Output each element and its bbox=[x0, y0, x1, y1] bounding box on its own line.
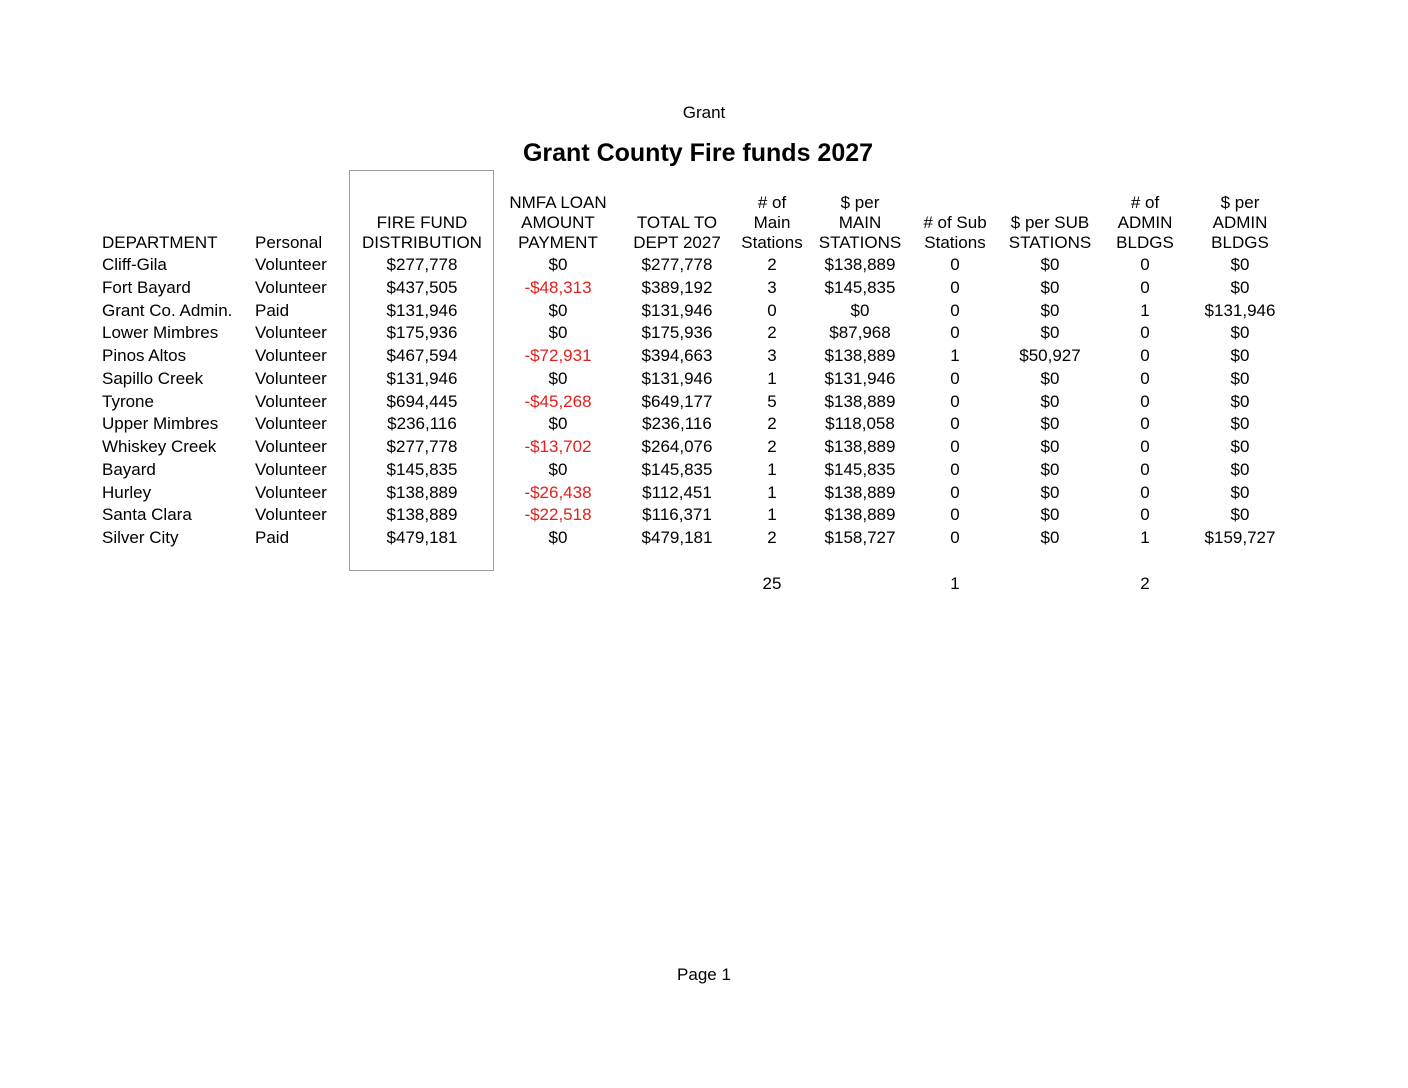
cell-fire-fund-distribution: $175,936 bbox=[386, 323, 458, 343]
column-header-line bbox=[255, 213, 345, 233]
column-header-line bbox=[102, 193, 252, 213]
table-row bbox=[0, 482, 1408, 505]
cell-per-admin-bldg: $0 bbox=[1230, 505, 1250, 525]
cell-nmfa-loan-payment: $0 bbox=[548, 323, 568, 343]
total-sub-stations: 1 bbox=[950, 574, 960, 593]
cell-sub-stations-count: 0 bbox=[950, 528, 960, 547]
cell-department: Bayard bbox=[102, 459, 156, 479]
cell-personal: Volunteer bbox=[255, 277, 327, 297]
column-header-line: DEPT 2027 bbox=[633, 233, 721, 252]
cell-nmfa-loan-payment: -$45,268 bbox=[524, 391, 592, 411]
table-row bbox=[0, 300, 1408, 323]
column-header-line: NMFA LOAN bbox=[509, 193, 607, 212]
cell-sub-stations-count: 0 bbox=[950, 437, 960, 456]
cell-per-main-station: $145,835 bbox=[824, 459, 896, 479]
cell-admin-bldgs-count: 0 bbox=[1140, 368, 1150, 388]
cell-per-sub-station: $50,927 bbox=[1019, 346, 1081, 365]
cell-department: Lower Mimbres bbox=[102, 323, 219, 343]
cell-admin-bldgs-count: 0 bbox=[1140, 482, 1150, 502]
cell-main-stations-count: 1 bbox=[767, 459, 777, 479]
column-header-line: Main bbox=[753, 213, 791, 232]
column-header-line bbox=[102, 213, 252, 233]
cell-department: Hurley bbox=[102, 482, 152, 502]
table-row bbox=[0, 277, 1408, 300]
cell-sub-stations-count: 0 bbox=[950, 300, 960, 320]
cell-fire-fund-distribution: $437,505 bbox=[386, 277, 458, 297]
cell-per-admin-bldg: $0 bbox=[1230, 414, 1250, 434]
table-row bbox=[0, 368, 1408, 391]
cell-per-admin-bldg: $0 bbox=[1230, 346, 1250, 365]
cell-admin-bldgs-count: 0 bbox=[1140, 255, 1150, 274]
column-header-line: BLDGS bbox=[1116, 233, 1174, 252]
cell-per-sub-station: $0 bbox=[1040, 323, 1060, 343]
column-header-fire-fund-distribution bbox=[352, 193, 492, 253]
cell-admin-bldgs-count: 0 bbox=[1140, 459, 1150, 479]
cell-personal: Volunteer bbox=[255, 255, 327, 274]
column-header-line: # of bbox=[757, 193, 787, 212]
cell-per-main-station: $138,889 bbox=[824, 346, 896, 365]
cell-personal: Volunteer bbox=[255, 482, 327, 502]
cell-per-sub-station: $0 bbox=[1040, 368, 1060, 388]
cell-personal: Volunteer bbox=[255, 414, 327, 434]
column-header-line: ADMIN bbox=[1212, 213, 1268, 232]
cell-total-to-dept: $145,835 bbox=[641, 459, 713, 479]
cell-sub-stations-count: 0 bbox=[950, 482, 960, 502]
cell-per-main-station: $87,968 bbox=[829, 323, 891, 343]
cell-nmfa-loan-payment: -$22,518 bbox=[524, 505, 592, 525]
cell-admin-bldgs-count: 1 bbox=[1140, 300, 1150, 320]
cell-per-sub-station: $0 bbox=[1040, 414, 1060, 434]
table-row bbox=[0, 527, 1408, 550]
cell-total-to-dept: $131,946 bbox=[641, 300, 713, 320]
cell-per-main-station: $138,889 bbox=[824, 482, 896, 502]
sheet-header-label: Grant bbox=[682, 103, 726, 122]
cell-per-sub-station: $0 bbox=[1040, 391, 1060, 411]
cell-personal: Volunteer bbox=[255, 323, 327, 343]
table-row bbox=[0, 459, 1408, 482]
cell-admin-bldgs-count: 0 bbox=[1140, 414, 1150, 434]
cell-sub-stations-count: 1 bbox=[950, 346, 960, 365]
column-header-line: DEPARTMENT bbox=[102, 233, 218, 252]
cell-per-sub-station: $0 bbox=[1040, 459, 1060, 479]
cell-total-to-dept: $264,076 bbox=[641, 437, 713, 456]
cell-fire-fund-distribution: $277,778 bbox=[386, 255, 458, 274]
column-header-line bbox=[1000, 193, 1100, 213]
table-row bbox=[0, 391, 1408, 414]
cell-fire-fund-distribution: $131,946 bbox=[386, 368, 458, 388]
cell-fire-fund-distribution: $138,889 bbox=[386, 505, 458, 525]
cell-personal: Volunteer bbox=[255, 459, 327, 479]
cell-admin-bldgs-count: 0 bbox=[1140, 323, 1150, 343]
cell-per-sub-station: $0 bbox=[1040, 505, 1060, 525]
cell-fire-fund-distribution: $694,445 bbox=[386, 391, 458, 411]
cell-admin-bldgs-count: 0 bbox=[1140, 505, 1150, 525]
cell-per-main-station: $138,889 bbox=[824, 255, 896, 274]
column-header-personal bbox=[255, 193, 345, 253]
cell-per-admin-bldg: $0 bbox=[1230, 368, 1250, 388]
cell-per-admin-bldg: $0 bbox=[1230, 391, 1250, 411]
cell-nmfa-loan-payment: $0 bbox=[548, 414, 568, 434]
table-row bbox=[0, 436, 1408, 459]
column-header-line: AMOUNT bbox=[521, 213, 595, 232]
cell-sub-stations-count: 0 bbox=[950, 391, 960, 411]
cell-admin-bldgs-count: 0 bbox=[1140, 277, 1150, 297]
page-footer: Page 1 bbox=[677, 965, 731, 984]
column-header-line: DISTRIBUTION bbox=[362, 233, 482, 252]
cell-total-to-dept: $479,181 bbox=[641, 528, 713, 547]
totals-row bbox=[0, 572, 1408, 596]
column-header-line: $ per bbox=[840, 193, 880, 212]
cell-department: Tyrone bbox=[102, 391, 154, 411]
column-header-line bbox=[352, 193, 492, 213]
cell-sub-stations-count: 0 bbox=[950, 505, 960, 525]
column-header-line: PAYMENT bbox=[518, 233, 598, 252]
cell-per-main-station: $138,889 bbox=[824, 505, 896, 525]
column-header-per-sub-station bbox=[1000, 193, 1100, 253]
column-header-line: STATIONS bbox=[1008, 233, 1092, 252]
cell-per-main-station: $0 bbox=[850, 300, 870, 320]
cell-nmfa-loan-payment: -$13,702 bbox=[524, 437, 592, 456]
cell-admin-bldgs-count: 0 bbox=[1140, 437, 1150, 456]
cell-per-sub-station: $0 bbox=[1040, 277, 1060, 297]
cell-per-sub-station: $0 bbox=[1040, 255, 1060, 274]
cell-per-admin-bldg: $0 bbox=[1230, 323, 1250, 343]
column-header-line: FIRE FUND bbox=[376, 213, 468, 232]
cell-fire-fund-distribution: $467,594 bbox=[386, 346, 458, 365]
cell-main-stations-count: 2 bbox=[767, 528, 777, 547]
cell-sub-stations-count: 0 bbox=[950, 368, 960, 388]
cell-main-stations-count: 3 bbox=[767, 346, 777, 365]
total-main-stations: 25 bbox=[762, 574, 782, 593]
cell-total-to-dept: $112,451 bbox=[642, 482, 712, 502]
cell-main-stations-count: 1 bbox=[767, 482, 777, 502]
cell-nmfa-loan-payment: -$72,931 bbox=[524, 346, 592, 365]
fire-funds-table-body bbox=[0, 254, 1408, 550]
cell-personal: Paid bbox=[255, 528, 290, 547]
column-header-per-main-station bbox=[810, 193, 910, 253]
column-header-admin-bldgs-count bbox=[1100, 193, 1190, 253]
column-header-line: Personal bbox=[255, 233, 323, 252]
table-row bbox=[0, 322, 1408, 345]
cell-main-stations-count: 2 bbox=[767, 255, 777, 274]
column-header-line: # of bbox=[1130, 193, 1160, 212]
cell-personal: Volunteer bbox=[255, 368, 327, 388]
cell-fire-fund-distribution: $479,181 bbox=[386, 528, 458, 547]
cell-sub-stations-count: 0 bbox=[950, 277, 960, 297]
column-header-per-admin-bldg bbox=[1192, 193, 1288, 253]
cell-fire-fund-distribution: $145,835 bbox=[386, 459, 458, 479]
cell-main-stations-count: 2 bbox=[767, 323, 777, 343]
cell-sub-stations-count: 0 bbox=[950, 414, 960, 434]
cell-per-admin-bldg: $159,727 bbox=[1204, 528, 1276, 547]
cell-per-main-station: $131,946 bbox=[824, 368, 896, 388]
cell-per-sub-station: $0 bbox=[1040, 528, 1060, 547]
column-header-line: STATIONS bbox=[818, 233, 902, 252]
cell-personal: Volunteer bbox=[255, 505, 327, 525]
cell-total-to-dept: $131,946 bbox=[641, 368, 713, 388]
cell-total-to-dept: $236,116 bbox=[642, 414, 712, 434]
table-row bbox=[0, 345, 1408, 368]
cell-department: Sapillo Creek bbox=[102, 368, 204, 388]
cell-per-sub-station: $0 bbox=[1040, 437, 1060, 456]
cell-department: Whiskey Creek bbox=[102, 437, 217, 456]
cell-personal: Volunteer bbox=[255, 391, 327, 411]
cell-nmfa-loan-payment: $0 bbox=[548, 255, 568, 274]
page-title: Grant County Fire funds 2027 bbox=[522, 139, 874, 167]
column-header-line: TOTAL TO bbox=[636, 213, 718, 232]
cell-department: Santa Clara bbox=[102, 505, 192, 525]
column-header-department bbox=[102, 193, 252, 253]
cell-per-sub-station: $0 bbox=[1040, 300, 1060, 320]
cell-department: Silver City bbox=[102, 528, 179, 547]
cell-per-main-station: $145,835 bbox=[824, 277, 896, 297]
cell-department: Upper Mimbres bbox=[102, 414, 219, 434]
cell-personal: Paid bbox=[255, 300, 290, 320]
cell-per-sub-station: $0 bbox=[1040, 482, 1060, 502]
cell-main-stations-count: 2 bbox=[767, 414, 777, 434]
column-header-nmfa-loan-payment bbox=[498, 193, 618, 253]
cell-nmfa-loan-payment: $0 bbox=[548, 368, 568, 388]
cell-per-admin-bldg: $0 bbox=[1230, 482, 1250, 502]
column-header-line: MAIN bbox=[838, 213, 882, 232]
column-header-main-stations-count bbox=[737, 193, 807, 253]
cell-admin-bldgs-count: 1 bbox=[1140, 528, 1150, 547]
cell-department: Pinos Altos bbox=[102, 346, 187, 365]
cell-nmfa-loan-payment: $0 bbox=[548, 300, 568, 320]
cell-total-to-dept: $116,371 bbox=[642, 505, 712, 525]
cell-nmfa-loan-payment: -$48,313 bbox=[524, 277, 592, 297]
cell-main-stations-count: 1 bbox=[767, 368, 777, 388]
cell-nmfa-loan-payment: -$26,438 bbox=[524, 482, 592, 502]
cell-per-main-station: $138,889 bbox=[824, 391, 896, 411]
column-header-line: ADMIN bbox=[1117, 213, 1173, 232]
cell-personal: Volunteer bbox=[255, 437, 327, 456]
total-admin-bldgs: 2 bbox=[1140, 574, 1150, 593]
cell-per-main-station: $118,058 bbox=[825, 414, 895, 434]
cell-admin-bldgs-count: 0 bbox=[1140, 391, 1150, 411]
cell-sub-stations-count: 0 bbox=[950, 459, 960, 479]
column-header-line: $ per bbox=[1220, 193, 1260, 212]
cell-per-admin-bldg: $0 bbox=[1230, 277, 1250, 297]
cell-main-stations-count: 5 bbox=[767, 391, 777, 411]
cell-admin-bldgs-count: 0 bbox=[1140, 346, 1150, 365]
cell-per-main-station: $138,889 bbox=[824, 437, 896, 456]
cell-main-stations-count: 0 bbox=[767, 300, 777, 320]
column-header-sub-stations-count bbox=[912, 193, 998, 253]
cell-total-to-dept: $649,177 bbox=[641, 391, 713, 411]
cell-fire-fund-distribution: $131,946 bbox=[386, 300, 458, 320]
cell-fire-fund-distribution: $138,889 bbox=[386, 482, 458, 502]
table-row bbox=[0, 254, 1408, 277]
cell-total-to-dept: $389,192 bbox=[641, 277, 713, 297]
cell-personal: Volunteer bbox=[255, 346, 327, 365]
cell-total-to-dept: $277,778 bbox=[641, 255, 713, 274]
column-header-line: Stations bbox=[741, 233, 803, 252]
column-header-total-to-dept bbox=[622, 193, 732, 253]
column-header-line: $ per SUB bbox=[1010, 213, 1090, 232]
column-header-line: BLDGS bbox=[1211, 233, 1269, 252]
cell-per-admin-bldg: $0 bbox=[1230, 459, 1250, 479]
column-header-line: Stations bbox=[924, 233, 986, 252]
column-header-line bbox=[912, 193, 998, 213]
cell-sub-stations-count: 0 bbox=[950, 255, 960, 274]
table-row bbox=[0, 413, 1408, 436]
cell-fire-fund-distribution: $236,116 bbox=[387, 414, 457, 434]
cell-main-stations-count: 1 bbox=[767, 505, 777, 525]
cell-main-stations-count: 2 bbox=[767, 437, 777, 456]
cell-per-admin-bldg: $0 bbox=[1230, 437, 1250, 456]
cell-per-main-station: $158,727 bbox=[824, 528, 896, 547]
cell-total-to-dept: $394,663 bbox=[641, 346, 713, 365]
cell-main-stations-count: 3 bbox=[767, 277, 777, 297]
cell-department: Fort Bayard bbox=[102, 277, 191, 297]
cell-nmfa-loan-payment: $0 bbox=[548, 459, 568, 479]
column-header-line bbox=[255, 193, 345, 213]
table-row bbox=[0, 504, 1408, 527]
column-header-line: # of Sub bbox=[923, 213, 987, 232]
cell-department: Grant Co. Admin. bbox=[102, 300, 233, 320]
column-header-line bbox=[622, 193, 732, 213]
cell-nmfa-loan-payment: $0 bbox=[548, 528, 568, 547]
cell-per-admin-bldg: $0 bbox=[1230, 255, 1250, 274]
cell-per-admin-bldg: $131,946 bbox=[1204, 300, 1276, 320]
cell-sub-stations-count: 0 bbox=[950, 323, 960, 343]
cell-total-to-dept: $175,936 bbox=[641, 323, 713, 343]
cell-fire-fund-distribution: $277,778 bbox=[386, 437, 458, 456]
cell-department: Cliff-Gila bbox=[102, 255, 167, 274]
